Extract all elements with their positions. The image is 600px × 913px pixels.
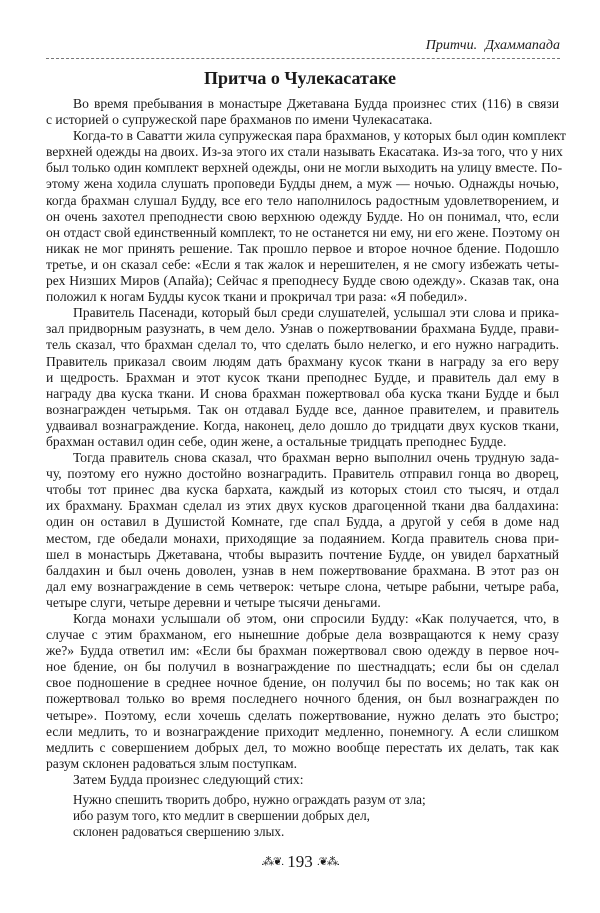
verse-line: Нужно спешить творить добро, нужно ограждать разум от зла; bbox=[73, 792, 426, 807]
text-line: был только один комплект верхней одежды, они не могли выходить на улицу вместе. По- bbox=[46, 160, 563, 176]
text-line: он очень захотел преподнести свою верхнюю одежду Будде. Но он понимал, что, если bbox=[46, 208, 559, 224]
text-line: чу, поэтому его нужно достойно вознаградить. Правитель отправил гонца во дворец, bbox=[46, 466, 559, 482]
text-line: местом, где обедали монахи, приходящие за подаянием. Когда правитель снова при- bbox=[46, 530, 559, 546]
text-line: третье, и он сказал себе: «Если я так жалок и нерешителен, я не смогу избежать четы- bbox=[46, 256, 559, 272]
text-line: один он оставил в Душистой Комнате, где спал Будда, а другой у себя в доме над bbox=[46, 514, 559, 530]
text-line: дал ему вознаграждение в семь четверок: четыре слона, четыре рабыни, четыре раба, bbox=[46, 578, 559, 594]
text-line: пожертвовал только во время последнего ночного бдения, он был вознагражден по bbox=[46, 691, 559, 707]
verse-line: склонен радоваться свершению злых. bbox=[73, 824, 285, 839]
text-line: медлить с совершением добрых дел, то можно вообще перестать их делать, так как bbox=[46, 739, 559, 755]
text-line: балдахин и был очень доволен, узнав в нем пожертвование брахмана. В этот раз он bbox=[46, 562, 559, 578]
running-header bbox=[46, 38, 560, 54]
text-line: Тогда правитель снова сказал, что брахман верно выполнил очень трудную зада- bbox=[73, 450, 559, 466]
verse bbox=[73, 792, 426, 840]
text-line: он отдаст свой единственный комплект, то не останется ни ему, ни его жене. Поэтому он bbox=[46, 224, 560, 240]
text-line: рех Низших Миров (Апайа); Сейчас я преподнесу Будде свою одежду». Сказав так, она bbox=[46, 273, 559, 289]
text-line: свое подношение в среднее ночное бдение, он получил бы по восемь; но так как он bbox=[46, 675, 559, 691]
text-line: четыре слуги, четыре деревни и четыре тысячи деньгами. bbox=[46, 594, 381, 610]
text-line: зал придворным разузнать, в чем дело. Узнав о пожертвовании брахмана Будде, прави- bbox=[46, 321, 559, 337]
text-line: Затем Будда произнес следующий стих: bbox=[73, 771, 304, 787]
text-line: верхней одежды на двоих. Из-за этого их стали называть Екасатака. Из-за того, что у них bbox=[46, 144, 563, 160]
header-rule bbox=[46, 58, 560, 59]
text-line: когда брахман слушал Будду, все его тело наполнилось радостным удовлетворением, и bbox=[46, 192, 559, 208]
text-line: с историей о супружеской паре брахманов по имени Чулекасатака. bbox=[46, 112, 433, 128]
text-line: и щедрость. Брахман и этот кусок ткани преподнес Будде, и правитель дал ему в bbox=[46, 369, 559, 385]
chapter-title: Притча о Чулекасатаке bbox=[203, 68, 397, 88]
text-line: Когда-то в Саватти жила супружеская пара брахманов, у которых был один комплект bbox=[73, 128, 566, 144]
text-line: четыре». Поэтому, если хочешь сделать пожертвование, нужно делать это быстро; bbox=[46, 707, 559, 723]
body-text bbox=[46, 96, 566, 788]
text-line: ное бдение, он бы получил в вознаграждение по шестнадцать; если бы он сделал bbox=[46, 659, 559, 675]
left-ornament-icon: .⁂❦. bbox=[261, 856, 283, 868]
text-line: случае с этим брахманом, его нынешние добрые дела возвращаются к нему сразу bbox=[46, 627, 559, 643]
text-line: шел в монастырь Джетавана, чтобы выразить почтение Будде, он увидел бархатный bbox=[46, 546, 559, 562]
verse-line: ибо разум того, кто медлит в свершении добрых дел, bbox=[73, 808, 370, 823]
text-line: удваивал вознаграждение. Когда, наконец, дело дошло до тридцати двух кусков ткани, bbox=[46, 417, 559, 433]
text-line: этому жена ходила слушать проповеди Будды днем, а муж — ночью. Однажды ночью, bbox=[46, 176, 559, 192]
text-line: награду два куска ткани. И снова брахман пожертвовал оба куска ткани Будде и был bbox=[46, 385, 559, 401]
text-line: никак не мог принять решение. Так прошло первое и второе ночное бдение. Подошло bbox=[46, 240, 559, 256]
text-line: Правитель приказал своим людям дать брахману кусок ткани в награду за его веру bbox=[46, 353, 559, 369]
text-line: Правитель Пасенади, который был среди слушателей, услышал эти слова и прика- bbox=[73, 305, 559, 321]
right-ornament-icon: .❦⁂. bbox=[317, 856, 339, 868]
text-line: же?» Будда ответил им: «Если бы брахман пожертвовал свою одежду в первое ноч- bbox=[46, 643, 559, 659]
header-section: Притчи. bbox=[425, 38, 478, 53]
text-line: их брахману. Брахман сделал из этих двух кусков драгоценной ткани два балдахина: bbox=[46, 498, 559, 514]
text-line: если медлить, то и вознаграждение приходит медленно, понемногу. А если слишком bbox=[46, 723, 559, 739]
text-line: тель сказал, что брахман сделал то, что сделать было нелегко, и его нужно наградить. bbox=[46, 337, 559, 353]
page-footer bbox=[0, 852, 600, 872]
page-number: 193 bbox=[287, 852, 313, 871]
text-line: положил к ногам Будды кусок ткани и прокричал три раза: «Я победил». bbox=[46, 289, 468, 305]
text-line: брахман оставил один себе, один жене, а остальные тридцать преподнес Будде. bbox=[46, 433, 507, 449]
text-line: разум склонен радоваться злым поступкам. bbox=[46, 755, 298, 771]
header-book: Дхаммапада bbox=[485, 38, 560, 53]
text-line: чтобы тот принес два куска бархата, каждый из которых стоил сто тысяч, и отдал bbox=[46, 482, 559, 498]
text-line: вознагражден четырьмя. Так он отдавал Будде все, данное правителем, и правитель bbox=[46, 401, 559, 417]
text-line: Когда монахи услышали об этом, они спросили Будду: «Как получается, что, в bbox=[73, 611, 559, 626]
text-line: Во время пребывания в монастыре Джетавана Будда произнес стих (116) в связи bbox=[73, 96, 559, 111]
